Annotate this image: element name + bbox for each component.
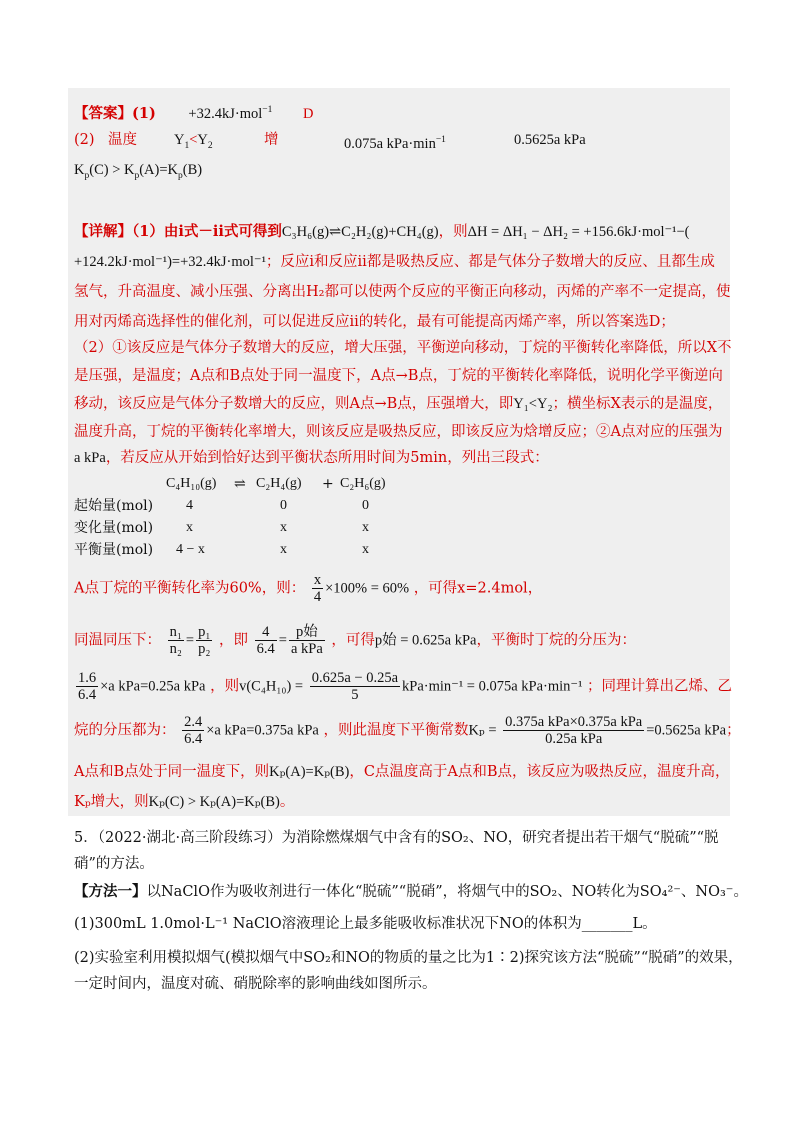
- row-label: 平衡量(mol): [74, 542, 154, 558]
- detail-line-7: 移动，该反应是气体分子数增大的反应，则A点→B点，压强增大，即Y₁<Y₂；横坐标X表示的是温度，: [74, 396, 723, 412]
- answer-p2-e: 0.5625a kPa: [514, 132, 586, 148]
- detail-line-4: 用对丙烯高选择性的催化剂，可以促进反应ⅱ的转化，最有可能提高丙烯产率，所以答案选D；: [74, 314, 675, 330]
- cell-a: 4 − x: [176, 542, 205, 557]
- table-head-product-1: C₂H₄(g): [256, 476, 302, 491]
- q5-line-5: (2)实验室利用模拟烟气(模拟烟气中SO₂和NO的物质的量之比为1∶2)探究该方法“脱硫”“脱硝”的效果，: [74, 950, 743, 966]
- answer-line-3: $K_p(C) > K_p(A)=K_p(B)$: [74, 162, 203, 181]
- cell-c: 0: [362, 498, 369, 513]
- answer-p2-a: 温度: [108, 132, 137, 148]
- fraction-2-4-over-6-4: $\frac{2.4}{6.4}$: [184, 714, 203, 747]
- answer-line-2: [74, 130, 586, 152]
- table-head-plus: +: [322, 476, 334, 492]
- row-label: 变化量(mol): [74, 520, 154, 536]
- detail-line-15: Kₚ增大，则Kₚ(C) > Kₚ(A)=Kₚ(B)。: [74, 794, 295, 810]
- cell-a: 4: [186, 498, 193, 513]
- answer-p2-d: 0.075a $kPa\cdot\min^{-1}$: [344, 135, 446, 152]
- fraction-4-over-6-4: $\frac{4}{6.4}$: [256, 624, 275, 657]
- answer-p1-choice: D: [302, 105, 314, 122]
- detail-line-1: 【详解】（1）由ⅰ式－ⅱ式可得到C₃H₆(g)⇌C₂H₂(g)+CH₄(g)，则ΔH = ΔH₁ − ΔH₂ = +156.6kJ·mol⁻¹−(: [74, 223, 690, 240]
- answer-p2-num: (2): [74, 132, 95, 148]
- detail-line-5: （2）①该反应是气体分子数增大的反应，增大压强，平衡逆向移动，丁烷的平衡转化率降低，所以X不: [74, 340, 732, 356]
- cell-c: x: [362, 542, 369, 557]
- fraction-p1-p2: $\frac{\text{p₁}}{\text{p₂}}$: [198, 624, 211, 657]
- fraction-kp: $\frac{\text{0.375a kPa×0.375a kPa}}{\text{0.25a kPa}}$: [505, 714, 643, 747]
- detail-line-6: 是压强，是温度；A点和B点处于同一温度下，A点→B点，丁烷的平衡转化率降低，说明化学平衡逆向: [74, 368, 723, 384]
- q5-line-4: (1)300mL 1.0mol·L⁻¹ NaClO溶液理论上最多能吸收标准状况下NO的体积为_______L。: [74, 916, 657, 932]
- fraction-rate: $\frac{0.625a - 0.25a}{5}$: [311, 670, 399, 703]
- detail-line-8: 温度升高，丁烷的平衡转化率增大，则该反应是吸热反应，即该反应为焓增反应；②A点对应的压强为: [74, 424, 723, 440]
- detail-line-2: +124.2kJ·mol⁻¹)=+32.4kJ·mol⁻¹；反应ⅰ和反应ⅱ都是吸热反应、都是气体分子数增大的反应、且都生成: [74, 254, 715, 270]
- answer-p2-b: $Y_1<Y_2$: [174, 132, 213, 151]
- answer-p1-value: +32.4kJ·mol$^{-1}$: [188, 105, 273, 122]
- fraction-p-start: $\frac{\text{p始}}{\text{a kPa}}$: [290, 624, 323, 657]
- detail-line-12: $\frac{1.6}{6.4}$ ×a kPa=0.25a kPa ，则v(C₄H₁₀) = $\frac{0.625a - 0.25a}{5}$ kPa·min⁻¹ = 0.075a kPa·min⁻¹ ；同理计算出乙烯、乙: [78, 670, 733, 703]
- cell-c: x: [362, 520, 369, 535]
- detail-line-11: 同温同压下： $\frac{\text{n₁}}{\text{n₂}}$ = $\frac{\text{p₁}}{\text{p₂}}$ ，即 $\frac{4}{6.4}$ = $\frac{\text{p始}}{\text{a kPa}}$ ，可得p始 = 0.625a kPa，平衡时丁烷的分压为：: [74, 624, 636, 657]
- detail-line-3: 氢气，升高温度、减小压强、分离出H₂都可以使两个反应的平衡正向移动，丙烯的产率不一定提高，使: [74, 284, 731, 300]
- fraction-1-6-over-6-4: $\frac{1.6}{6.4}$: [78, 670, 97, 703]
- answer-p2-c: 增: [264, 132, 279, 148]
- detail-line-10: A点丁烷的平衡转化率为60%，则： $\frac{x}{4}$ ×100% = 60% ，可得x=2.4mol，: [74, 572, 543, 605]
- cell-b: x: [280, 542, 287, 557]
- detail-line-13: 烷的分压都为： $\frac{2.4}{6.4}$ ×a kPa=0.375a kPa ，则此温度下平衡常数Kₚ = $\frac{\text{0.375a kPa×0.375a kPa}}{\text{0.25a kPa}}$ =0.5625a kPa；: [74, 714, 741, 747]
- fraction-x-over-4: $\frac{x}{4}$: [313, 572, 322, 605]
- fraction-n1-n2: $\frac{\text{n₁}}{\text{n₂}}$: [169, 624, 182, 657]
- q5-line-6: 一定时间内，温度对硫、硝脱除率的影响曲线如图所示。: [74, 976, 437, 992]
- cell-b: 0: [280, 498, 287, 513]
- row-label: 起始量(mol): [74, 498, 154, 514]
- cell-b: x: [280, 520, 287, 535]
- table-head-reactant: C₄H₁₀(g): [166, 476, 217, 491]
- table-head-equilibrium: ⇌: [234, 476, 246, 492]
- detail-line-9: a kPa，若反应从开始到恰好达到平衡状态所用时间为5min，列出三段式：: [74, 450, 549, 466]
- cell-a: x: [186, 520, 193, 535]
- q5-line-2: 硝”的方法。: [74, 856, 154, 872]
- answer-tag: 【答案】(1): [74, 104, 156, 122]
- detail-line-14: A点和B点处于同一温度下，则Kₚ(A)=Kₚ(B)，C点温度高于A点和B点，该反应为吸热反应，温度升高，: [74, 764, 730, 780]
- q5-line-1: 5．（2022·湖北·高三阶段练习）为消除燃煤烟气中含有的SO₂、NO，研究者提出若干烟气“脱硫”“脱: [74, 830, 719, 846]
- q5-line-3: 【方法一】以NaClO作为吸收剂进行一体化“脱硫”“脱硝”，将烟气中的SO₂、NO转化为SO₄²⁻、NO₃⁻。: [74, 883, 748, 900]
- answer-line-1: [74, 100, 313, 124]
- table-head-product-2: C₂H₆(g): [340, 476, 386, 491]
